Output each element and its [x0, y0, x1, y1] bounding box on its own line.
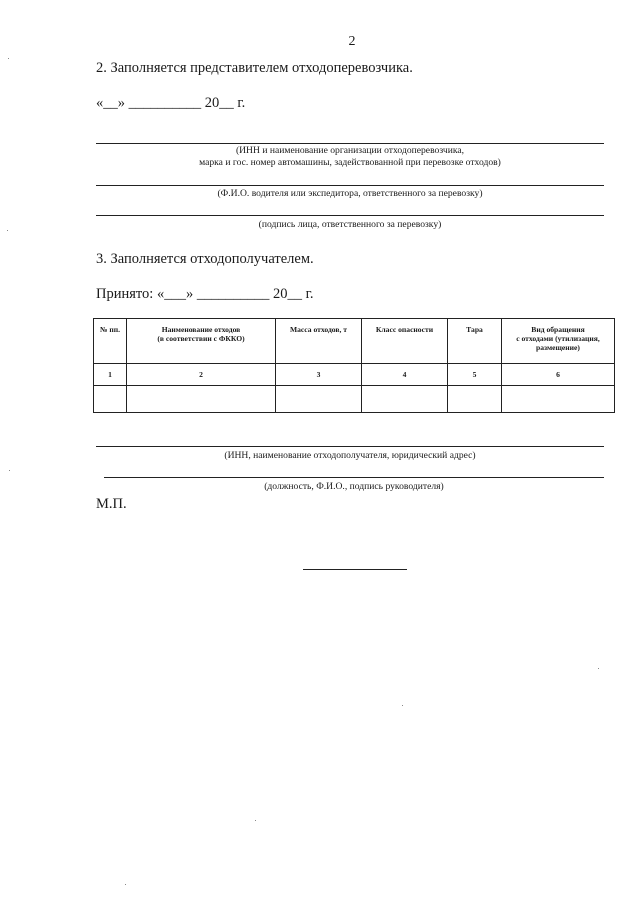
- table-cell[interactable]: [448, 386, 502, 413]
- table-cell[interactable]: [276, 386, 362, 413]
- column-number-1: 1: [94, 364, 127, 386]
- caption-driver: (Ф.И.О. водителя или экспедитора, ответственного за перевозку): [217, 188, 483, 199]
- carrier-rule: [96, 143, 604, 144]
- header-number: № пп.: [94, 319, 127, 364]
- column-number-3: 3: [276, 364, 362, 386]
- waste-table: [93, 318, 615, 413]
- scan-speck: [402, 705, 403, 706]
- scan-speck: [9, 470, 10, 471]
- table-cell[interactable]: [362, 386, 448, 413]
- caption-signature: (подпись лица, ответственного за перевозку): [258, 219, 442, 230]
- caption-carrier-line2: марка и гос. номер автомашины, задействованной при перевозке отходов): [199, 157, 501, 168]
- page-number: 2: [348, 34, 356, 49]
- driver-rule: [96, 185, 604, 186]
- table-cell[interactable]: [94, 386, 127, 413]
- caption-receiver: (ИНН, наименование отходополучателя, юридический адрес): [224, 450, 476, 461]
- scan-speck: [8, 58, 9, 59]
- header-hazard-class: Класс опасности: [362, 319, 448, 364]
- section-2-heading: 2. Заполняется представителем отходоперевозчика.: [96, 60, 413, 76]
- scan-speck: [255, 820, 256, 821]
- header-container: Тара: [448, 319, 502, 364]
- scan-speck: [125, 884, 126, 885]
- signature-rule: [96, 215, 604, 216]
- head-rule: [104, 477, 604, 478]
- scan-speck: [598, 668, 599, 669]
- header-handling-type-text: Вид обращения с отходами (утилизация, размещение): [516, 325, 600, 352]
- section-3-heading: 3. Заполняется отходополучателем.: [96, 251, 314, 267]
- header-mass: Масса отходов, т: [276, 319, 362, 364]
- closing-rule: [303, 569, 407, 570]
- table-cell[interactable]: [502, 386, 615, 413]
- header-waste-name-text: Наименование отходов (в соответствии с ФККО): [157, 325, 245, 343]
- column-number-6: 6: [502, 364, 615, 386]
- header-handling-type: [502, 319, 615, 364]
- header-waste-name: [127, 319, 276, 364]
- column-number-5: 5: [448, 364, 502, 386]
- column-number-2: 2: [127, 364, 276, 386]
- column-number-4: 4: [362, 364, 448, 386]
- table-row: [94, 386, 615, 413]
- receiver-rule: [96, 446, 604, 447]
- table-row: [94, 364, 615, 386]
- caption-carrier-line1: (ИНН и наименование организации отходоперевозчика,: [235, 145, 465, 156]
- scan-speck: [7, 230, 8, 231]
- table-cell[interactable]: [127, 386, 276, 413]
- section-3-date-line: Принято: «___» __________ 20__ г.: [96, 286, 314, 302]
- caption-head: (должность, Ф.И.О., подпись руководителя): [264, 481, 444, 492]
- section-2-date-line: «__» __________ 20__ г.: [96, 95, 246, 111]
- stamp-placeholder: М.П.: [96, 496, 127, 512]
- table-header-row: [94, 319, 615, 364]
